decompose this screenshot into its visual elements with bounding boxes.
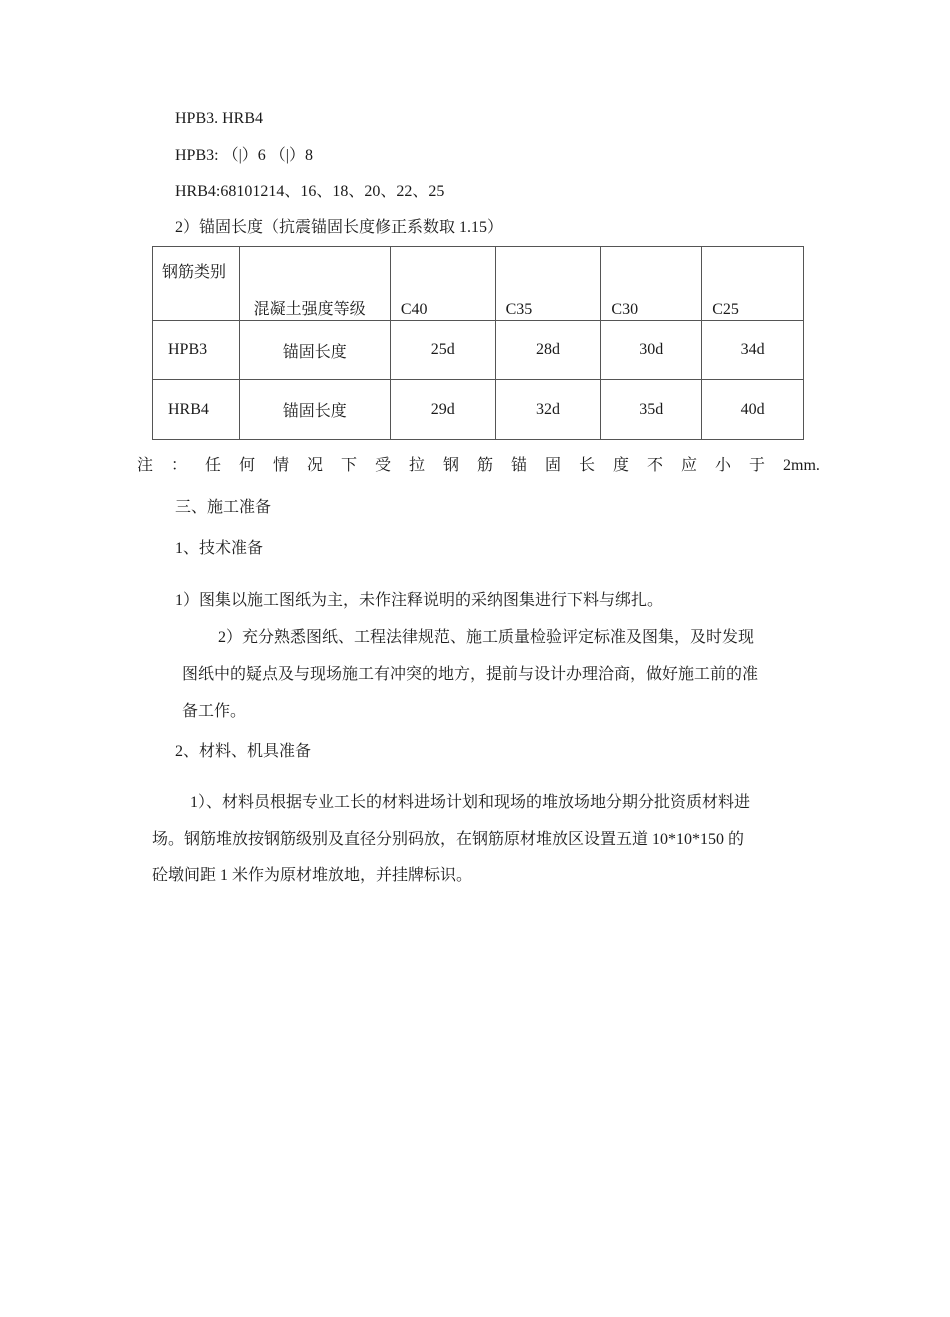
paragraph-3-line-1: 1）、材料员根据专业工长的材料进场计划和现场的堆放场地分期分批资质材料进: [190, 794, 751, 811]
value-cell: 40d: [702, 380, 804, 440]
item-cell: 锚固长度: [239, 380, 390, 440]
note-char: 任: [205, 457, 222, 474]
note-char: 固: [545, 457, 562, 474]
note-line: [137, 456, 820, 476]
note-char: 下: [341, 457, 358, 474]
paragraph-3-line-2: 场。钢筋堆放按钢筋级别及直径分别码放，在钢筋原材堆放区设置五道 10*10*150 的: [152, 831, 745, 848]
item-cell: 锚固长度: [239, 321, 390, 380]
note-char: 受: [375, 457, 392, 474]
note-char: 情: [273, 457, 290, 474]
note-char: 筋: [477, 457, 494, 474]
note-char: 小: [715, 457, 732, 474]
value-cell: 28d: [495, 321, 601, 380]
value-cell: 25d: [390, 321, 495, 380]
table-header-row: [153, 247, 804, 321]
paragraph-3-line-3: 砼墩间距 1 米作为原材堆放地，并挂牌标识。: [152, 867, 473, 884]
hrb4-line: HRB4:68101214、16、18、20、22、25: [175, 183, 445, 200]
hpb3-line: HPB3: （|）6 （|）8: [175, 147, 313, 164]
note-char: 不: [647, 457, 664, 474]
steel-type-cell: HRB4: [153, 380, 240, 440]
anchor-length-table: [152, 246, 804, 440]
note-char: ：: [171, 457, 188, 474]
value-cell: 30d: [601, 321, 702, 380]
note-char: 况: [307, 457, 324, 474]
col-header-c30: C30: [601, 247, 702, 321]
steel-grades-line: HPB3. HRB4: [175, 110, 264, 127]
anchor-length-heading: 2）锚固长度（抗震锚固长度修正系数取 1.15）: [175, 219, 504, 236]
subsection-materials: 2、材料、机具准备: [175, 743, 312, 760]
col-header-c40: C40: [390, 247, 495, 321]
value-cell: 29d: [390, 380, 495, 440]
col-header-c25: C25: [702, 247, 804, 321]
value-cell: 32d: [495, 380, 601, 440]
steel-type-cell: HPB3: [153, 321, 240, 380]
table-row: [153, 321, 804, 380]
subsection-technical: 1、技术准备: [175, 540, 264, 557]
note-char: 注: [137, 457, 154, 474]
col-header-c35: C35: [495, 247, 601, 321]
note-char: 应: [681, 457, 698, 474]
note-char: 长: [579, 457, 596, 474]
note-char: 于: [749, 457, 766, 474]
section-title: 三、施工准备: [175, 499, 272, 516]
paragraph-1: 1）图集以施工图纸为主，未作注释说明的采纳图集进行下料与绑扎。: [175, 592, 664, 609]
concrete-grade-header: 混凝土强度等级: [239, 247, 390, 321]
paragraph-2-line-3: 备工作。: [182, 703, 247, 720]
note-char: 拉: [409, 457, 426, 474]
paragraph-2-line-1: 2）充分熟悉图纸、工程法律规范、施工质量检验评定标准及图集，及时发现: [218, 629, 755, 646]
value-cell: 35d: [601, 380, 702, 440]
note-char: 度: [613, 457, 630, 474]
note-char: 锚: [511, 457, 528, 474]
steel-type-header: 钢筋类别: [153, 247, 240, 321]
note-char: 何: [239, 457, 256, 474]
table-row: [153, 380, 804, 440]
paragraph-2-line-2: 图纸中的疑点及与现场施工有冲突的地方，提前与设计办理洽商，做好施工前的准: [182, 666, 759, 683]
note-char: 2mm.: [783, 457, 820, 474]
note-char: 钢: [443, 457, 460, 474]
value-cell: 34d: [702, 321, 804, 380]
